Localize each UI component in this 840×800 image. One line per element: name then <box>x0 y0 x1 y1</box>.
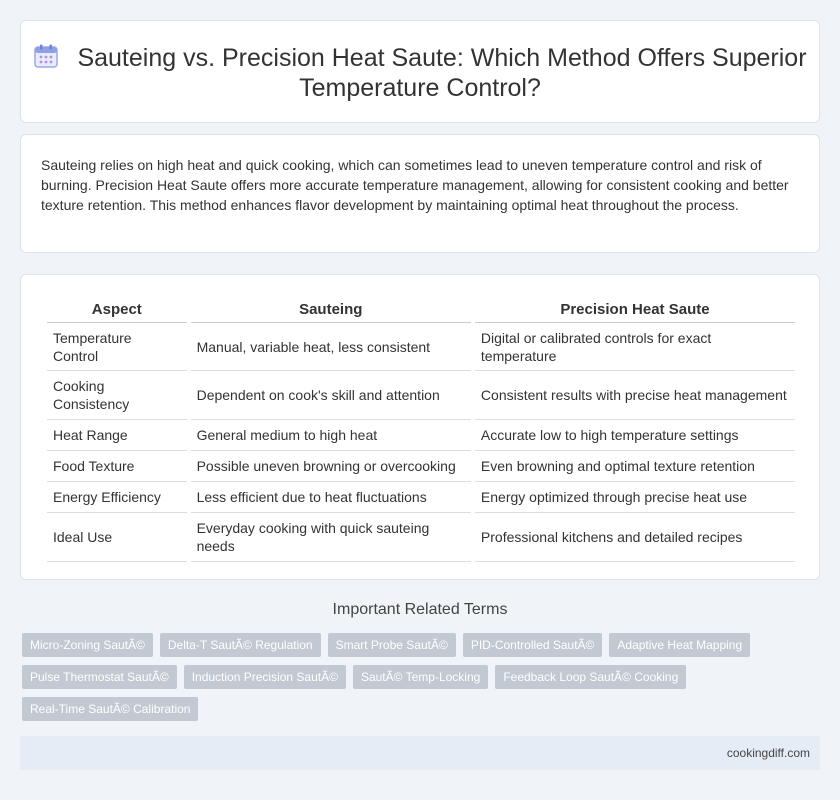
table-row <box>47 482 795 513</box>
table-header-row <box>47 295 795 323</box>
table-cell: Dependent on cook's skill and attention <box>191 371 471 420</box>
related-term-tag[interactable]: Induction Precision SautÃ© <box>184 665 346 689</box>
table-cell: Professional kitchens and detailed recipes <box>475 513 795 562</box>
table-cell: Less efficient due to heat fluctuations <box>191 482 471 513</box>
related-term-tag[interactable]: Micro-Zoning SautÃ© <box>22 633 153 657</box>
table-cell: Energy Efficiency <box>47 482 187 513</box>
table-row <box>47 451 795 482</box>
footer <box>20 736 820 770</box>
table-cell: Energy optimized through precise heat use <box>475 482 795 513</box>
header-sauteing: Sauteing <box>191 295 471 323</box>
intro-card <box>20 134 820 253</box>
related-term-tag[interactable]: Pulse Thermostat SautÃ© <box>22 665 177 689</box>
table-cell: Temperature Control <box>47 323 187 371</box>
table-cell: Even browning and optimal texture retention <box>475 451 795 482</box>
table-cell: Cooking Consistency <box>47 371 187 420</box>
calendar-icon <box>33 43 59 69</box>
table-cell: Ideal Use <box>47 513 187 562</box>
comparison-card <box>20 274 820 580</box>
related-term-tag[interactable]: Delta-T SautÃ© Regulation <box>160 633 321 657</box>
table-cell: Digital or calibrated controls for exact temperature <box>475 323 795 371</box>
page-title: Sauteing vs. Precision Heat Saute: Which Method Offers Superior Temperature Control? <box>77 44 807 102</box>
header-aspect: Aspect <box>47 295 187 323</box>
related-terms-list <box>22 633 782 721</box>
related-term-tag[interactable]: SautÃ© Temp-Locking <box>353 665 488 689</box>
table-cell: Possible uneven browning or overcooking <box>191 451 471 482</box>
header-precision: Precision Heat Saute <box>475 295 795 323</box>
table-row <box>47 323 795 371</box>
table-cell: General medium to high heat <box>191 420 471 451</box>
table-cell: Consistent results with precise heat management <box>475 371 795 420</box>
related-term-tag[interactable]: Adaptive Heat Mapping <box>609 633 750 657</box>
table-cell: Manual, variable heat, less consistent <box>191 323 471 371</box>
table-cell: Everyday cooking with quick sauteing needs <box>191 513 471 562</box>
table-row <box>47 371 795 420</box>
related-term-tag[interactable]: Smart Probe SautÃ© <box>328 633 456 657</box>
table-cell: Heat Range <box>47 420 187 451</box>
comparison-table <box>43 295 799 562</box>
intro-paragraph: Sauteing relies on high heat and quick cooking, which can sometimes lead to uneven temperature control and risk of burning. Precision Heat Saute offers more accurate temperature management, allowing for consistent cooking and better texture retention. This method enhances flavor development by maintaining optimal heat throughout the process. <box>41 157 789 213</box>
footer-site-link[interactable]: cookingdiff.com <box>726 746 810 760</box>
table-row <box>47 513 795 562</box>
table-cell: Accurate low to high temperature settings <box>475 420 795 451</box>
table-cell: Food Texture <box>47 451 187 482</box>
related-term-tag[interactable]: Real-Time SautÃ© Calibration <box>22 697 198 721</box>
table-row <box>47 420 795 451</box>
page-title-wrap <box>21 43 819 103</box>
title-card <box>20 20 820 123</box>
related-term-tag[interactable]: Feedback Loop SautÃ© Cooking <box>495 665 686 689</box>
related-terms-title: Important Related Terms <box>332 601 508 618</box>
related-term-tag[interactable]: PID-Controlled SautÃ© <box>463 633 603 657</box>
